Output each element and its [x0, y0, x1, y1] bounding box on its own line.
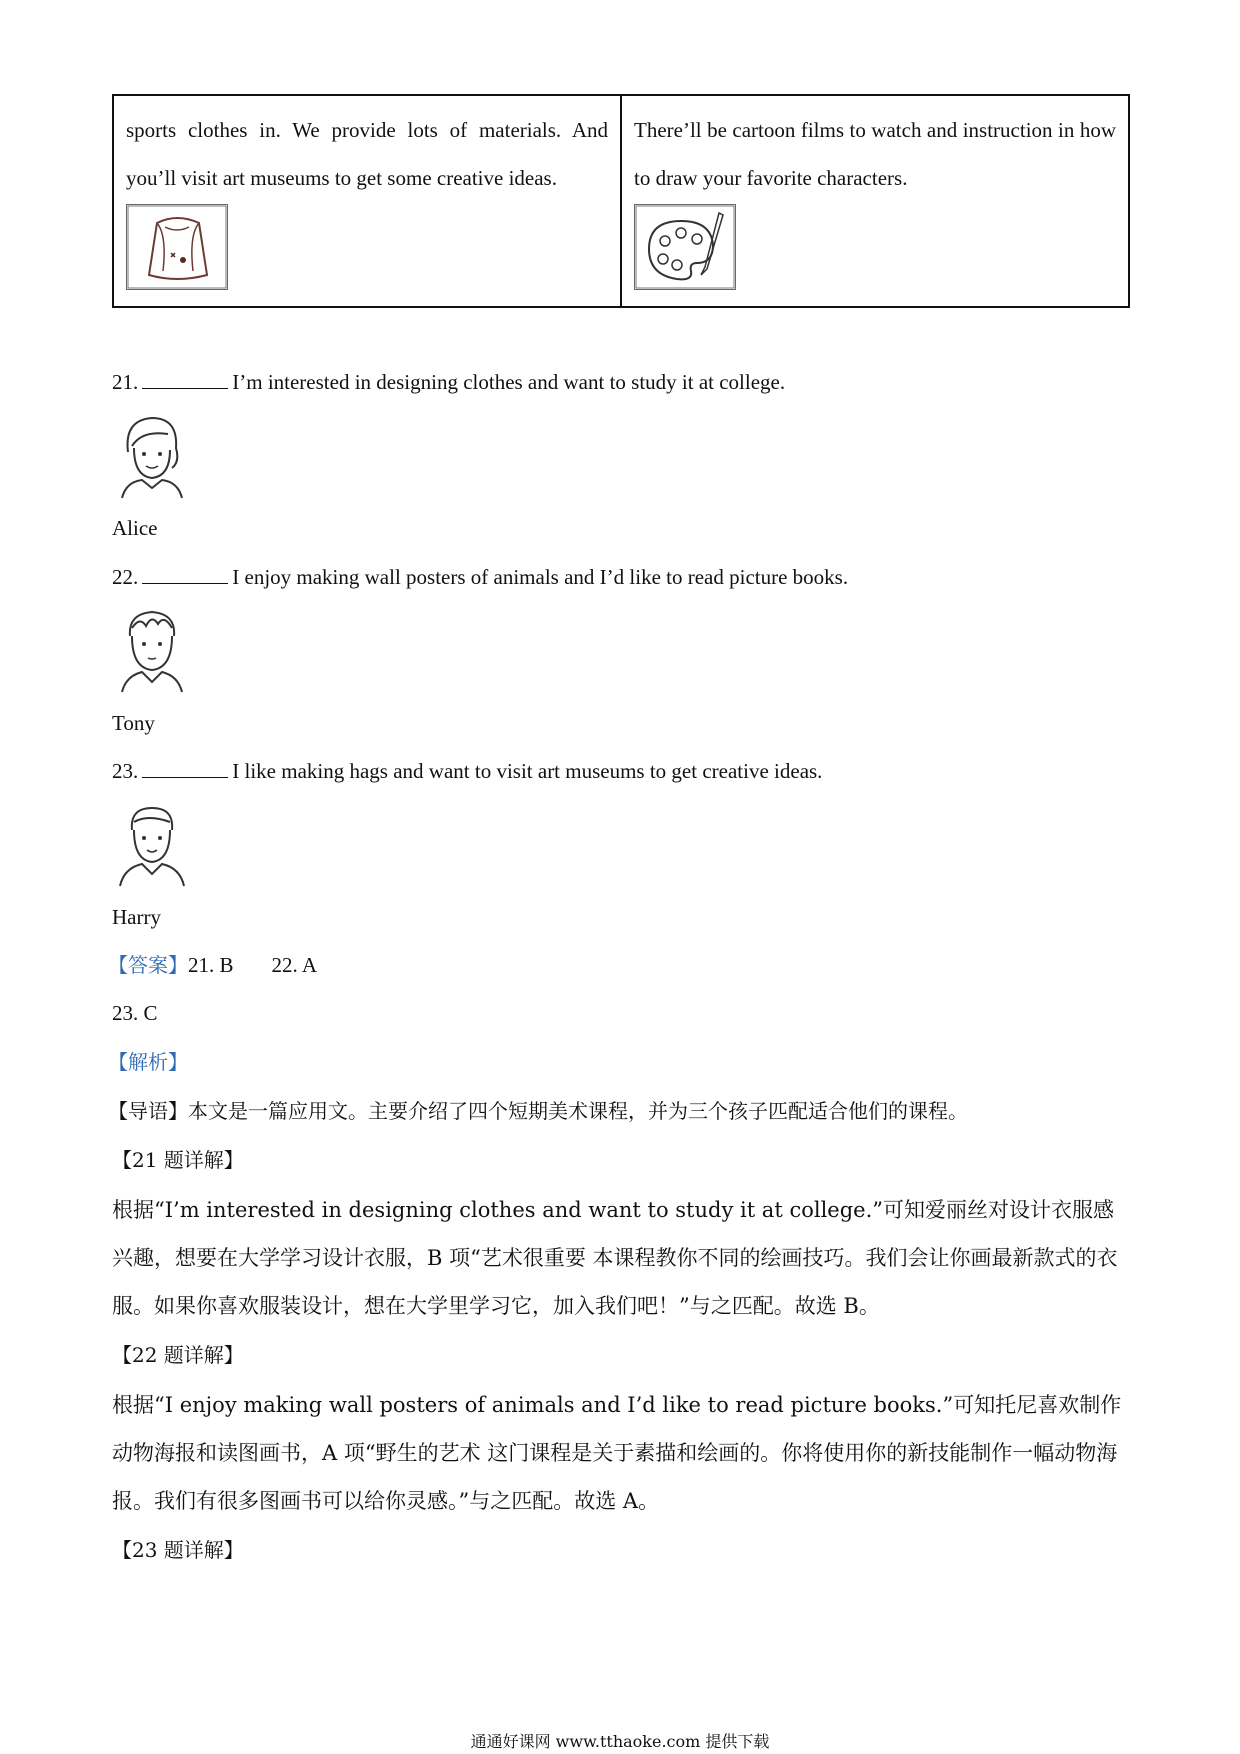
- tony-avatar: [112, 606, 194, 694]
- detail-21-heading: 【21 题详解】: [112, 1148, 244, 1172]
- page-footer: 通通好课网 www.tthaoke.com 提供下载: [470, 1732, 770, 1751]
- question-text: I like making hags and want to visit art museums to get creative ideas.: [232, 759, 823, 783]
- answer-blank: [142, 563, 228, 584]
- course-cell-right: [621, 95, 1129, 307]
- question-21: [112, 368, 785, 396]
- answer-blank: [142, 757, 228, 778]
- palette-icon: [634, 204, 736, 290]
- answer-line: [108, 951, 317, 979]
- intro-label: 【导语】: [108, 1099, 188, 1123]
- question-23: [112, 757, 822, 785]
- question-text: I enjoy making wall posters of animals and I’d like to read picture books.: [232, 565, 849, 589]
- answer-22: 22. A: [271, 953, 318, 977]
- alice-avatar: [112, 412, 194, 500]
- harry-avatar: [112, 800, 194, 888]
- student-name-tony: Tony: [112, 711, 155, 735]
- course-cell-left: [113, 95, 621, 307]
- question-number: 21.: [112, 370, 139, 394]
- intro-line: [108, 1097, 968, 1125]
- answer-21: 21. B: [188, 953, 234, 977]
- bag-icon: [126, 204, 228, 290]
- answer-blank: [142, 368, 228, 389]
- course-right-text: There’ll be cartoon films to watch and instruction in how to draw your favorite characters.: [634, 118, 1116, 190]
- analysis-label: 【解析】: [108, 1050, 188, 1074]
- question-22: [112, 563, 848, 591]
- answer-label: 【答案】: [108, 953, 188, 977]
- detail-22-paragraph: 根据“I enjoy making wall posters of animals and I’d like to read picture books.”可知托尼喜欢制作动物海报和读图画书，A 项“野生的艺术 这门课程是关于素描和绘画的。你将使用你的新技能制作一幅动物海报。我们有很多图画书可以给你灵感。”与之匹配。故选 A。: [112, 1393, 1122, 1513]
- detail-21-paragraph: 根据“I’m interested in designing clothes and want to study it at college.”可知爱丽丝对设计衣服感兴趣，想要在大学学习设计衣服，B 项“艺术很重要 本课程教你不同的绘画技巧。我们会让你画最新款式的衣服。如果你喜欢服装设计，想在大学里学习它，加入我们吧！”与之匹配。故选 B。: [112, 1198, 1118, 1318]
- question-text: I’m interested in designing clothes and want to study it at college.: [232, 370, 786, 394]
- question-number: 22.: [112, 565, 139, 589]
- detail-23-heading: 【23 题详解】: [112, 1538, 244, 1562]
- student-name-harry: Harry: [112, 905, 161, 929]
- answer-23: 23. C: [112, 1001, 158, 1025]
- student-name-alice: Alice: [112, 516, 158, 540]
- course-table: [112, 94, 1130, 308]
- intro-text: 本文是一篇应用文。主要介绍了四个短期美术课程，并为三个孩子匹配适合他们的课程。: [188, 1099, 968, 1123]
- detail-22-heading: 【22 题详解】: [112, 1343, 244, 1367]
- question-number: 23.: [112, 759, 139, 783]
- course-left-text: sports clothes in. We provide lots of materials. And you’ll visit art museums to get some creative ideas.: [126, 118, 608, 190]
